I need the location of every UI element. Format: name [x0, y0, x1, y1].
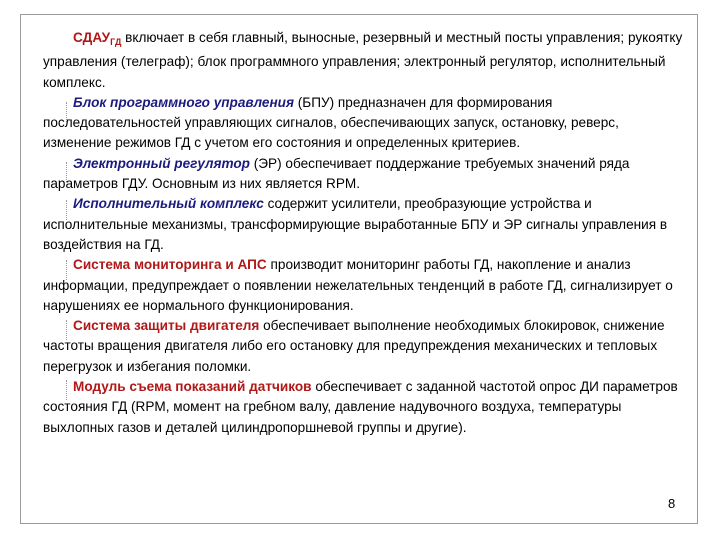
- page-number: 8: [668, 496, 676, 511]
- term-sensors: Модуль съема показаний датчиков: [73, 379, 312, 395]
- term-sdau: $СДАУ_{ГД}$: [73, 30, 122, 47]
- paragraph-text: обеспечивает выполнение необходимых блокировок, снижение частоты вращения двигателя либо его остановку для предупреждения механических и тепловых перегрузок и избегания поломки.: [43, 318, 665, 374]
- term-protection: Система защиты двигателя: [73, 318, 260, 334]
- term-executive: Исполнительный комплекс: [73, 196, 264, 212]
- paragraph-bpu: [43, 93, 683, 154]
- paragraph-executive: [43, 194, 683, 255]
- paragraph-text: (ЭР) обеспечивает поддержание требуемых значений ряда параметров ГДУ. Основным из них является RPM.: [43, 155, 630, 192]
- paragraph-text: включает в себя главный, выносные, резервный и местный посты управления; рукоятку управления (телеграф); блок программного управления; электронный регулятор, исполнительный комплекс.: [43, 30, 683, 90]
- paragraph-er: [43, 154, 683, 195]
- paragraph-text: (БПУ) предназначен для формирования последовательностей управляющих сигналов, обеспечивающих запуск, остановку, реверс, изменение режимов ГД с учетом его состояния и определенных критериев.: [43, 94, 619, 151]
- paragraph-text: производит мониторинг работы ГД, накопление и анализ информации, предупреждает о появлении нежелательных тенденций в работе ГД, сигнализирует о нарушениях ее нормального функционирования.: [43, 257, 673, 313]
- paragraph-sdau: [43, 28, 683, 93]
- slide-content: [43, 28, 683, 438]
- paragraph-text: обеспечивает с заданной частотой опрос ДИ параметров состояния ГД (RPM, момент на гребном валу, давление надувочного воздуха, температуры выхлопных газов и деталей цилиндропоршневой группы и другие).: [43, 379, 678, 435]
- term-er: Электронный регулятор: [73, 155, 250, 171]
- term-bpu: Блок программного управления: [73, 94, 294, 110]
- paragraph-protection: [43, 316, 683, 377]
- paragraph-sensors: [43, 377, 683, 438]
- paragraph-text: содержит усилители, преобразующие устройства и исполнительные механизмы, трансформирующие выработанные БПУ и ЭР сигналы управления в воздействия на ГД.: [43, 196, 668, 252]
- paragraph-monitoring: [43, 255, 683, 316]
- term-monitoring: Система мониторинга и АПС: [73, 257, 267, 273]
